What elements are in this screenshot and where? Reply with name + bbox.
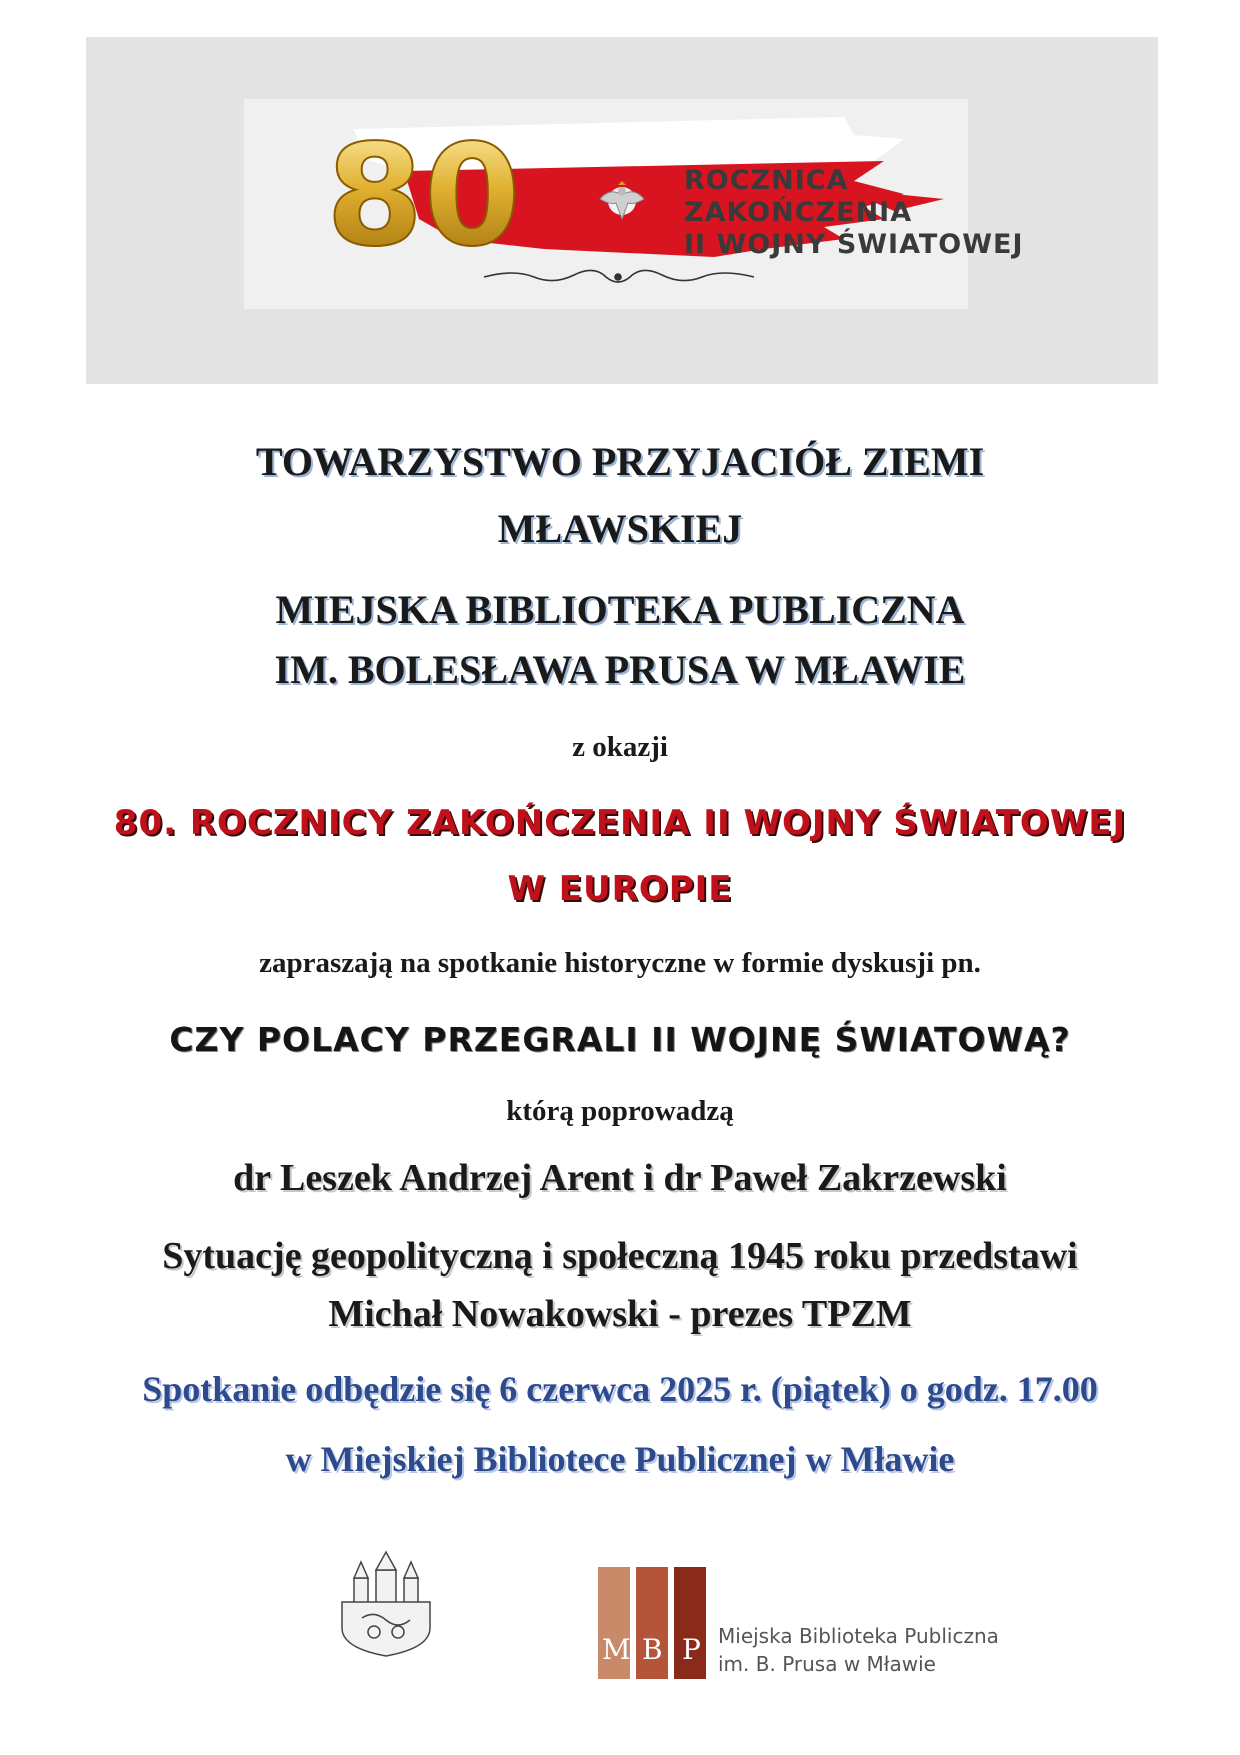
banner-number: 80: [326, 115, 521, 278]
speaker-line-1: Sytuację geopolityczną i społeczną 1945 roku przedstawi: [162, 1235, 1078, 1277]
mbp-name-line-2: im. B. Prusa w Mławie: [718, 1652, 936, 1676]
banner-title-line-3: II WOJNY ŚWIATOWEJ: [684, 229, 1024, 260]
mbp-letter-m: M: [602, 1633, 631, 1666]
banner-title-line-2: ZAKOŃCZENIA: [684, 197, 913, 228]
hosts-intro: którą poprowadzą: [506, 1095, 734, 1127]
banner-title-line-1: ROCZNICA: [684, 165, 849, 196]
speaker-line-2: Michał Nowakowski - prezes TPZM: [328, 1293, 912, 1335]
mbp-letter-p: P: [682, 1633, 701, 1666]
ornament-divider: [484, 270, 754, 282]
occasion-title-line-2: W EUROPIE: [507, 869, 733, 909]
occasion-intro: z okazji: [572, 731, 668, 763]
coat-of-arms-icon: [334, 1548, 438, 1658]
banner-inner: [244, 99, 1024, 309]
discussion-title: CZY POLACY PRZEGRALI II WOJNĘ ŚWIATOWĄ?: [169, 1020, 1071, 1059]
event-location: w Miejskiej Bibliotece Publicznej w Mławie: [285, 1439, 955, 1479]
mbp-logo-text: [718, 1622, 999, 1678]
mbp-letter-b: B: [642, 1633, 663, 1666]
invitation-text: zapraszają na spotkanie historyczne w formie dyskusji pn.: [259, 947, 981, 979]
anniversary-banner: [86, 37, 1158, 384]
hosts-names: dr Leszek Andrzej Arent i dr Paweł Zakrzewski: [233, 1157, 1007, 1199]
organizer-1-line-2: MŁAWSKIEJ: [497, 506, 743, 551]
organizer-1-line-1: TOWARZYSTWO PRZYJACIÓŁ ZIEMI: [255, 439, 985, 484]
mbp-logo: [598, 1567, 708, 1679]
event-date: Spotkanie odbędzie się 6 czerwca 2025 r. (piątek) o godz. 17.00: [142, 1369, 1098, 1409]
mbp-name-line-1: Miejska Biblioteka Publiczna: [718, 1624, 999, 1648]
banner-title: [684, 165, 1024, 261]
organizer-2-line-2: IM. BOLESŁAWA PRUSA W MŁAWIE: [274, 647, 966, 692]
organizer-2-line-1: MIEJSKA BIBLIOTEKA PUBLICZNA: [275, 587, 965, 632]
occasion-title-line-1: 80. ROCZNICY ZAKOŃCZENIA II WOJNY ŚWIATOWEJ: [113, 803, 1127, 843]
